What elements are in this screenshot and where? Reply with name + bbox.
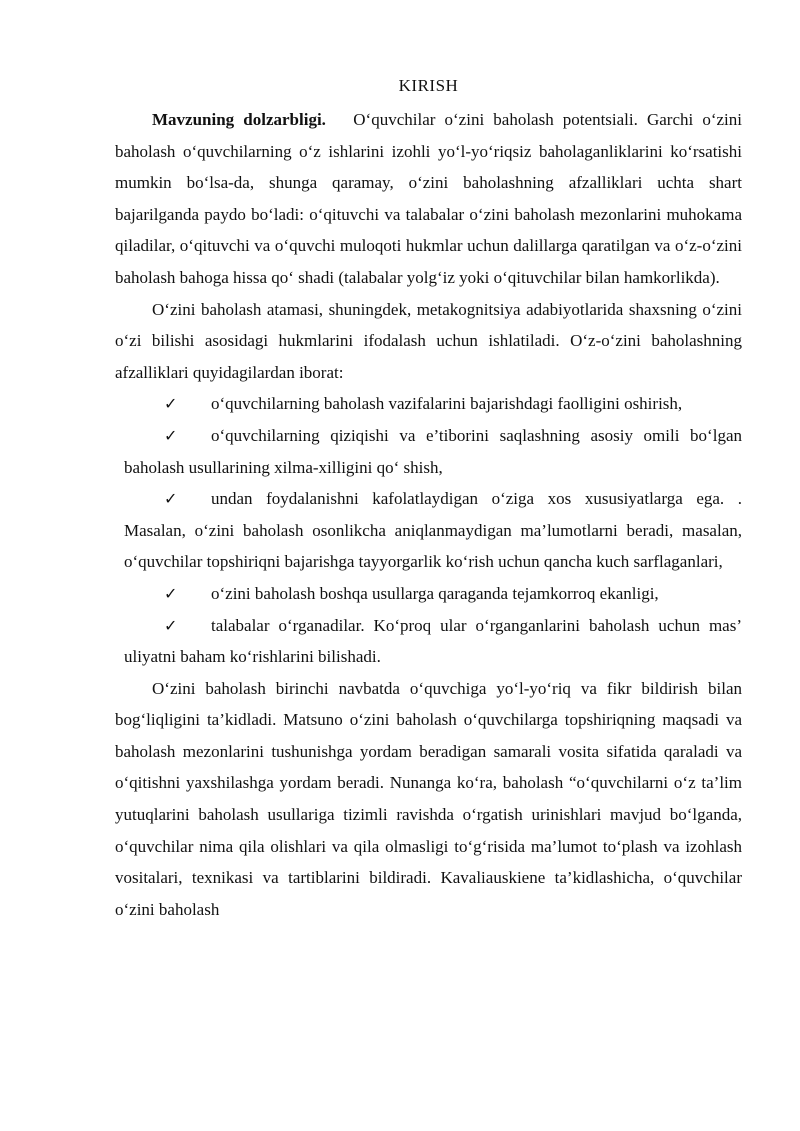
checkmark-icon: ✓ bbox=[164, 583, 178, 603]
paragraph-2: O‘zini baholash atamasi, shuningdek, metakognitsiya adabiyotlarida shaxsning o‘zini o‘zi bilishi asosidagi hukmlarini ifodalash uchun ishlatiladi. O‘z-o‘zini baholashning afzalliklari quyidagilardan iborat: bbox=[115, 299, 742, 382]
checkmark-icon: ✓ bbox=[164, 425, 178, 445]
list-item bbox=[124, 610, 742, 673]
intro-paragraph bbox=[115, 104, 742, 294]
list-item-text: undan foydalanishni kafolatlaydigan o‘ziga xos xususiyatlarga ega. . Masalan, o‘zini baholash osonlikcha aniqlanmaydigan ma’lumotlarni beradi, masalan, o‘quvchilar topshiriqni bajarishga tayyorgarlik ko‘rish uchun qancha kuch sarflaganlari, bbox=[124, 489, 742, 572]
checkmark-icon: ✓ bbox=[164, 394, 178, 414]
list-item bbox=[124, 388, 742, 420]
list-item bbox=[124, 420, 742, 483]
list-item-text: o‘zini baholash boshqa usullarga qaraganda tejamkorroq ekanligi, bbox=[211, 583, 659, 603]
list-item bbox=[124, 578, 742, 610]
benefits-list bbox=[115, 388, 742, 672]
paragraph-3: O‘zini baholash birinchi navbatda o‘quvchiga yo‘l-yo‘riq va fikr bildirish bilan bog‘liqligini ta’kidladi. Matsuno o‘zini baholash o‘quvchilarga topshiriqning maqsadi va baholash mezonlarini tushunishga yordam beradigan samarali vosita sifatida qaraladi va o‘qitishni yaxshilashga yordam beradi. Nunanga ko‘ra, baholash “o‘quvchilarni o‘z ta’lim yutuqlarini baholash usullariga tizimli ravishda o‘rgatish urinishlari mavjud bo‘lganda, o‘quvchilar nima qila olishlari va qila olmasligi to‘g‘risida ma’lumot to‘plash va izohlash vositalari, texnikasi va tartiblarini bildiradi. Kavaliauskiene ta’kidlashicha, o‘quvchilar o‘zini baholash bbox=[115, 678, 742, 919]
list-item-text: o‘quvchilarning qiziqishi va e’tiborini saqlashning asosiy omili bo‘lgan baholash usullarining xilma-xilligini qo‘ shish, bbox=[124, 425, 742, 477]
intro-heading: Mavzuning dolzarbligi. bbox=[152, 110, 326, 129]
list-item bbox=[124, 483, 742, 578]
list-item-text: talabalar o‘rganadilar. Ko‘proq ular o‘rganganlarini baholash uchun mas’ uliyatni baham ko‘rishlarini bilishadi. bbox=[124, 615, 742, 667]
intro-text: O‘quvchilar o‘zini baholash potentsiali. Garchi o‘zini baholash o‘quvchilarning o‘z ishlarini izohli yo‘l-yo‘riqsiz baholaganliklarini ko‘rsatishi mumkin bo‘lsa-da, shunga qaramay, o‘zini baholashning afzalliklari uchta shart bajarilganda paydo bo‘ladi: o‘qituvchi va talabalar o‘zini baholash mezonlarini muhokama qiladilar, o‘qituvchi va o‘quvchi muloqoti hukmlar uchun dalillarga qaratilgan va o‘z-o‘zini baholash bahoga hissa qo‘ shadi (talabalar yolg‘iz yoki o‘qituvchilar bilan hamkorlikda). bbox=[115, 110, 742, 287]
list-item-text: o‘quvchilarning baholash vazifalarini bajarishdagi faolligini oshirish, bbox=[211, 394, 683, 414]
page-title: KIRISH bbox=[398, 76, 459, 95]
checkmark-icon: ✓ bbox=[164, 489, 178, 509]
checkmark-icon: ✓ bbox=[164, 615, 178, 635]
